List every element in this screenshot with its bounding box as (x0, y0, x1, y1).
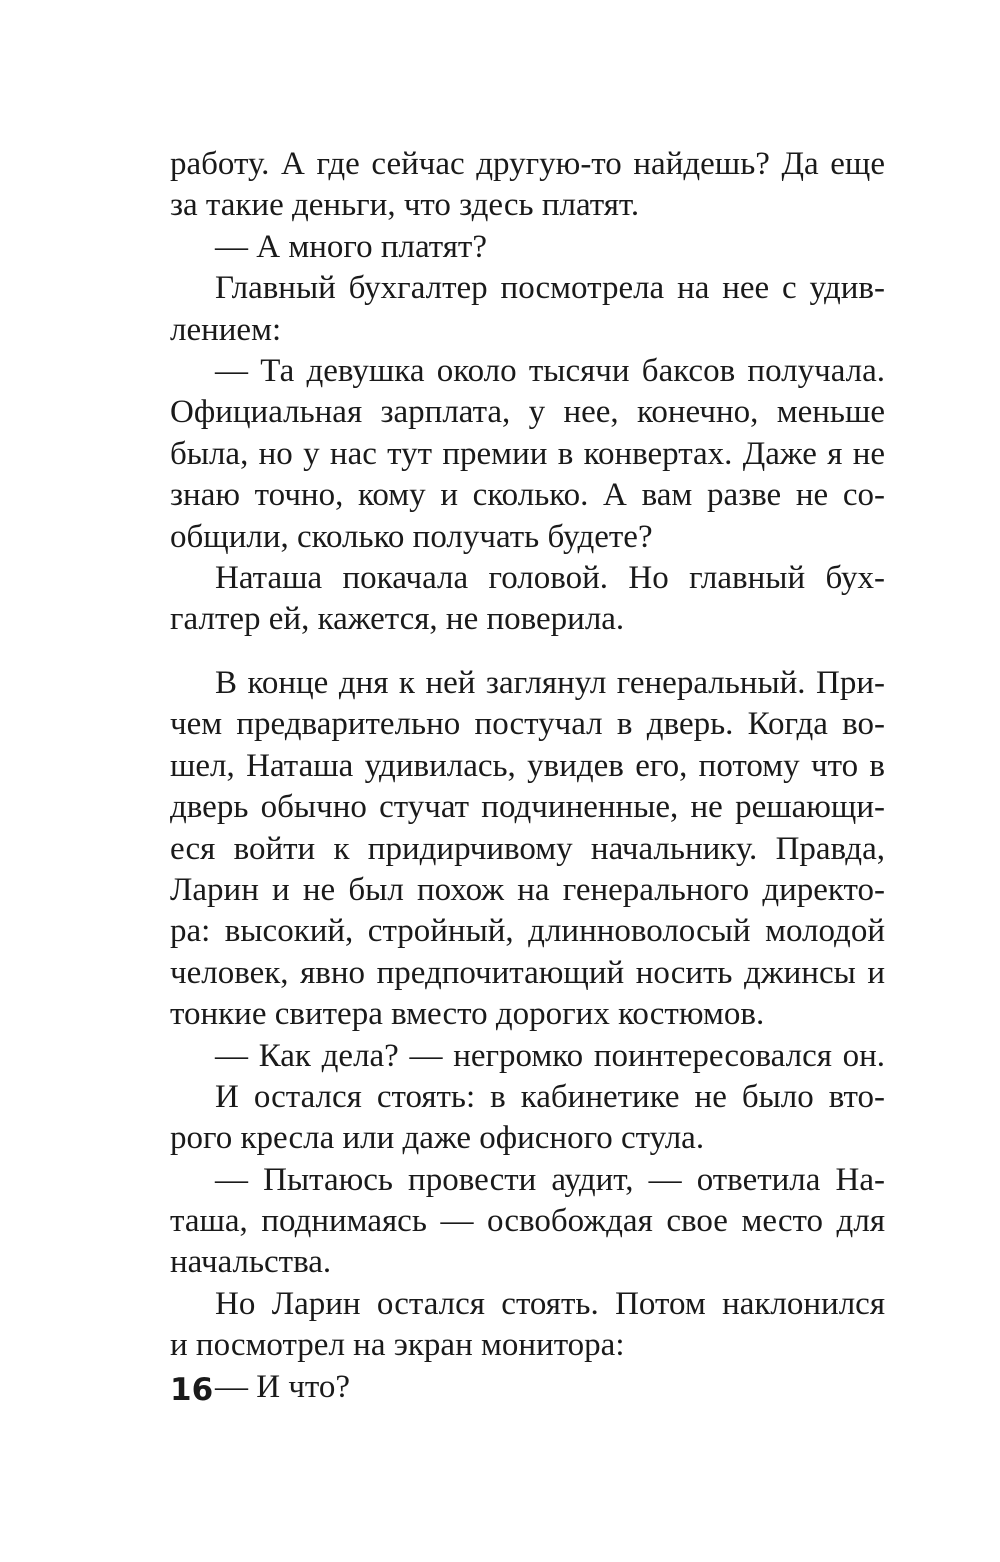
text-line: — Как дела? — негромко поинтересовался он. (215, 1037, 885, 1074)
text-line: знаю точно, кому и сколько. А вам разве не со- (170, 477, 885, 514)
text-line: Наташа покачала головой. Но главный бух- (215, 559, 885, 596)
page-number: 16 (170, 1372, 214, 1408)
text-section-2 (170, 663, 885, 1408)
text-line: Ларин и не был похож на генерального директо- (170, 871, 885, 908)
text-line: рого кресла или даже офисного стула. (170, 1120, 705, 1157)
text-line: — Та девушка около тысячи баксов получала. (215, 352, 885, 389)
text-line: работу. А где сейчас другую-то найдешь? Да еще (170, 146, 885, 182)
text-line: таша, поднимаясь — освобождая свое место для (170, 1203, 885, 1240)
text-line: — И что? (215, 1368, 351, 1405)
text-line: — Пытаюсь провести аудит, — ответила На- (215, 1161, 885, 1198)
text-line: Официальная зарплата, у нее, конечно, меньше (170, 394, 885, 431)
text-line: человек, явно предпочитающий носить джинсы и (170, 954, 885, 991)
text-line: и посмотрел на экран монитора: (170, 1327, 625, 1364)
text-line: галтер ей, кажется, не поверила. (170, 601, 625, 638)
text-line: лением: (170, 311, 282, 348)
text-line: — А много платят? (215, 228, 487, 265)
text-line: за такие деньги, что здесь платят. (170, 187, 640, 224)
text-line: В конце дня к ней заглянул генеральный. При- (215, 665, 885, 701)
text-line: еся войти к придирчивому начальнику. Правда, (170, 830, 885, 867)
text-line: тонкие свитера вместо дорогих костюмов. (170, 996, 765, 1033)
text-line: была, но у нас тут премии в конвертах. Даже я не (170, 435, 885, 472)
text-line: чем предварительно постучал в дверь. Когда во- (170, 706, 885, 743)
text-line: Но Ларин остался стоять. Потом наклонился (215, 1285, 885, 1322)
text-line: начальства. (170, 1244, 332, 1281)
text-line: ра: высокий, стройный, длинноволосый молодой (170, 913, 885, 950)
text-line: шел, Наташа удивилась, увидев его, потому что в (170, 747, 885, 784)
text-line: И остался стоять: в кабинетике не было вто- (215, 1078, 885, 1115)
text-line: Главный бухгалтер посмотрела на нее с удив- (215, 270, 885, 307)
text-line: общили, сколько получать будете? (170, 518, 653, 555)
text-line: дверь обычно стучат подчиненные, не решающи- (170, 789, 885, 826)
text-section-1 (170, 144, 885, 641)
